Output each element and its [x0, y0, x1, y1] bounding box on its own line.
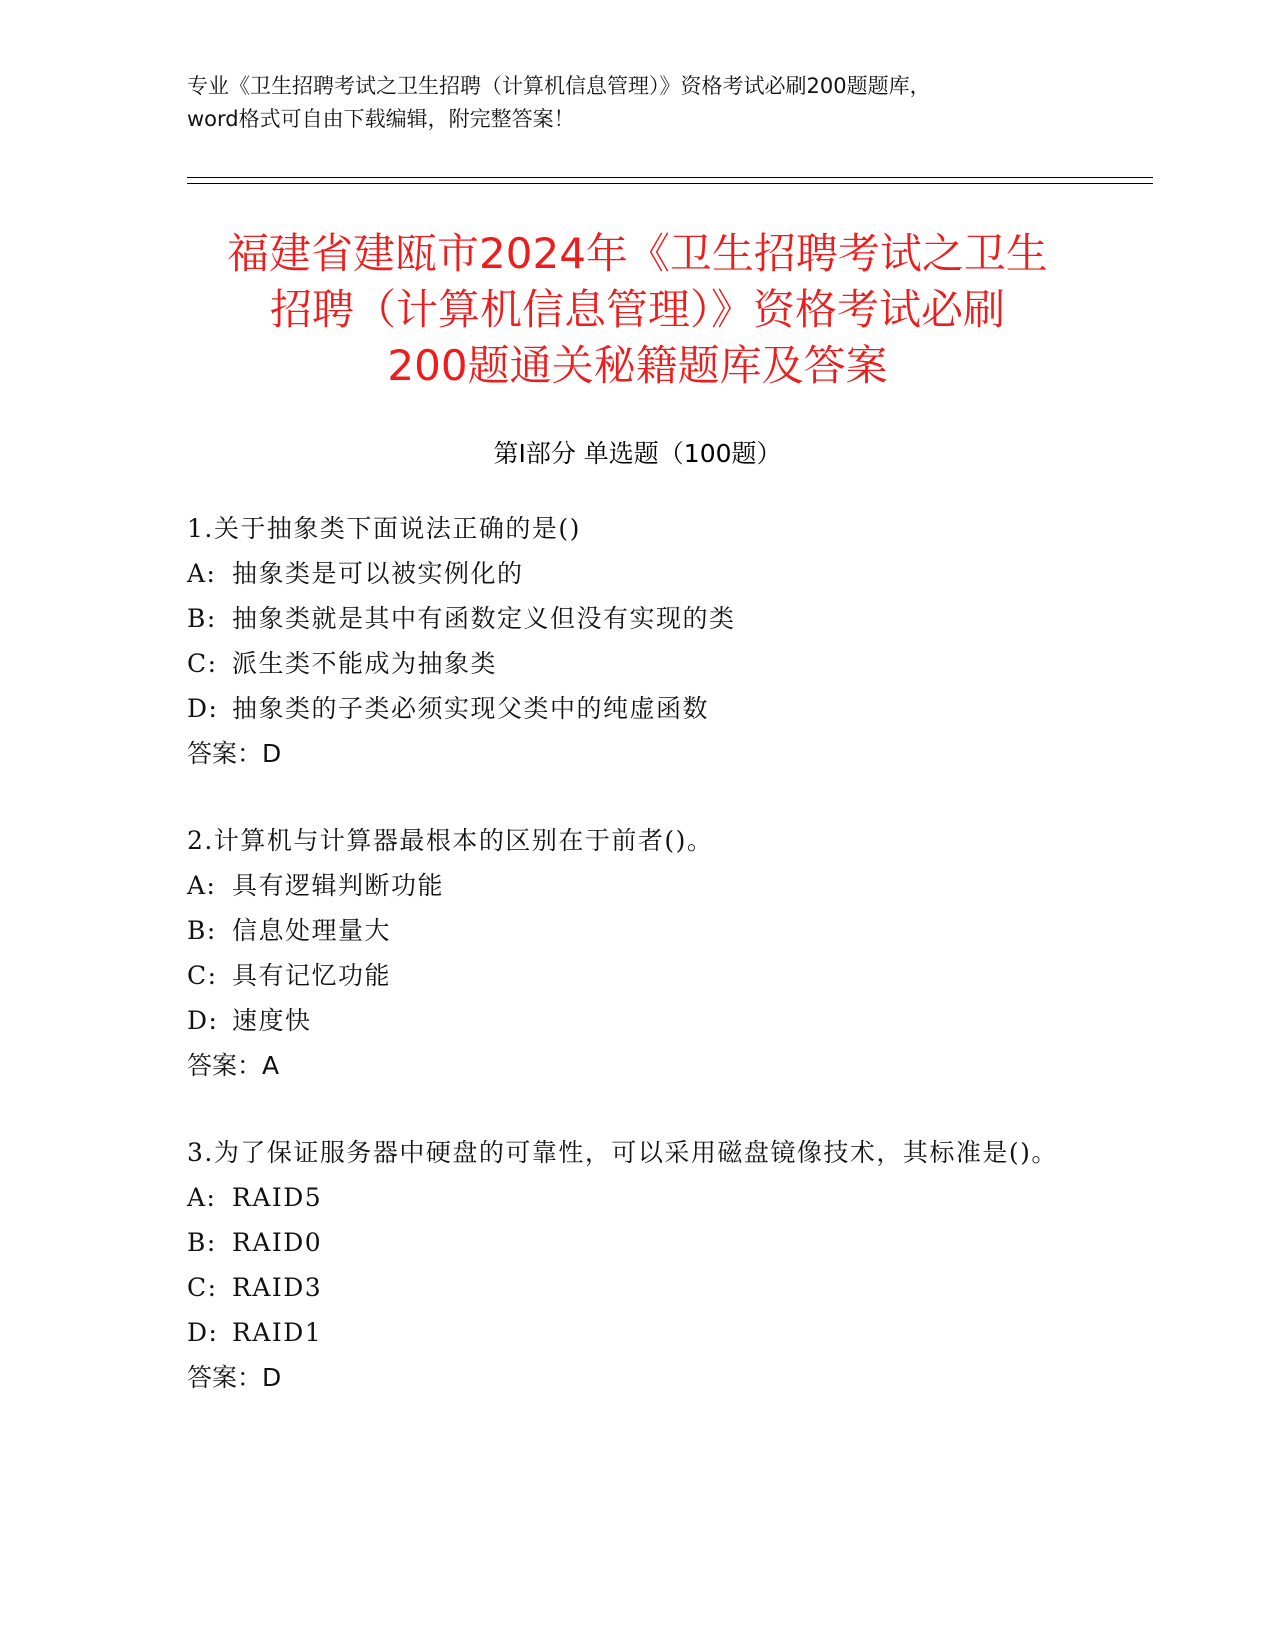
option-letter: B:	[187, 916, 217, 945]
option-c	[187, 1265, 1087, 1310]
option-a	[187, 551, 1087, 596]
option-b	[187, 1220, 1087, 1265]
header-divider-thin	[187, 183, 1153, 184]
option-letter: C:	[187, 1273, 218, 1302]
option-text: RAID0	[232, 1228, 323, 1257]
option-text: 抽象类就是其中有函数定义但没有实现的类	[232, 604, 736, 633]
option-letter: D:	[187, 1318, 219, 1347]
document-title-line-2: 招聘（计算机信息管理）》资格考试必刷	[269, 285, 1005, 334]
question-stem: 2.计算机与计算器最根本的区别在于前者()。	[187, 826, 714, 855]
header-note-line-2: word格式可自由下载编辑，附完整答案！	[187, 107, 575, 131]
option-text: 派生类不能成为抽象类	[232, 649, 498, 678]
option-text: 抽象类是可以被实例化的	[232, 559, 524, 588]
question-2	[187, 818, 1087, 1088]
option-c	[187, 641, 1087, 686]
section-heading: 第Ⅰ部分 单选题（100题）	[493, 439, 782, 468]
option-text: 速度快	[232, 1006, 312, 1035]
header-note-line-1: 专业《卫生招聘考试之卫生招聘（计算机信息管理）》资格考试必刷200题题库，	[187, 74, 931, 98]
header-note	[187, 70, 1087, 136]
option-d	[187, 686, 1087, 731]
option-letter: D:	[187, 1006, 219, 1035]
option-text: 具有逻辑判断功能	[232, 871, 445, 900]
option-letter: C:	[187, 649, 218, 678]
option-a	[187, 863, 1087, 908]
option-text: RAID1	[232, 1318, 323, 1347]
option-d	[187, 1310, 1087, 1355]
question-1	[187, 506, 1087, 776]
option-letter: C:	[187, 961, 218, 990]
option-text: 信息处理量大	[232, 916, 392, 945]
answer-line: 答案：D	[187, 1363, 282, 1392]
option-c	[187, 953, 1087, 998]
option-letter: A:	[187, 1183, 217, 1212]
question-stem: 1.关于抽象类下面说法正确的是()	[187, 514, 581, 543]
option-text: 具有记忆功能	[232, 961, 392, 990]
option-text: 抽象类的子类必须实现父类中的纯虚函数	[232, 694, 710, 723]
question-3	[187, 1130, 1087, 1400]
option-letter: A:	[187, 871, 217, 900]
option-b	[187, 596, 1087, 641]
answer-line: 答案：D	[187, 739, 282, 768]
document-title	[130, 226, 1145, 394]
option-text: RAID5	[232, 1183, 323, 1212]
option-text: RAID3	[232, 1273, 323, 1302]
question-stem: 3.为了保证服务器中硬盘的可靠性，可以采用磁盘镜像技术，其标准是()。	[187, 1138, 1058, 1167]
answer-line: 答案：A	[187, 1051, 280, 1080]
option-a	[187, 1175, 1087, 1220]
option-letter: A:	[187, 559, 217, 588]
document-title-line-1: 福建省建瓯市2024年《卫生招聘考试之卫生	[227, 229, 1048, 278]
option-d	[187, 998, 1087, 1043]
header-divider-thick	[187, 177, 1153, 178]
option-letter: D:	[187, 694, 219, 723]
document-title-line-3: 200题通关秘籍题库及答案	[387, 341, 888, 390]
option-b	[187, 908, 1087, 953]
option-letter: B:	[187, 1228, 217, 1257]
option-letter: B:	[187, 604, 217, 633]
